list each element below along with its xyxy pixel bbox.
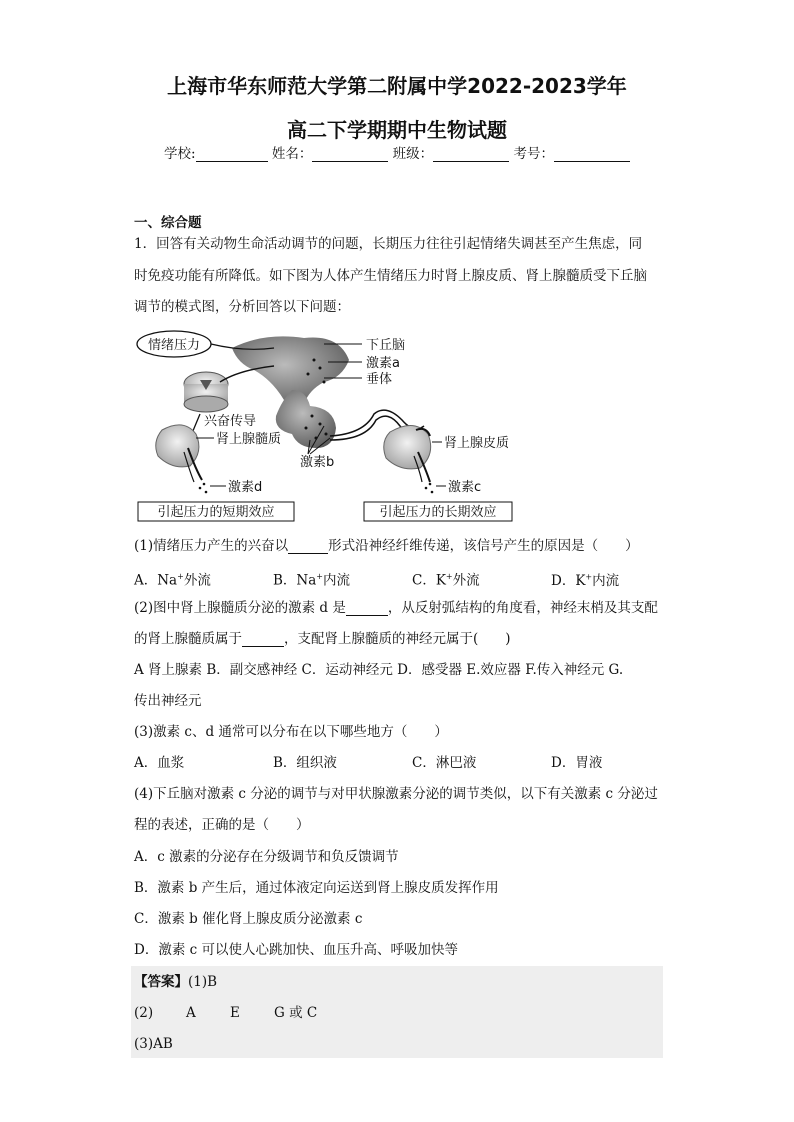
option-a: A．Na+外流 <box>134 572 211 589</box>
sub-question-1: (1)情绪压力产生的兴奋以 形式沿神经纤维传递，该信号产生的原因是（ ） <box>134 538 639 554</box>
page-subtitle: 高二下学期期中生物试题 <box>287 118 507 142</box>
section-title: 一、综合题 <box>134 215 202 231</box>
answer-line-3: (3)AB <box>134 1036 173 1052</box>
option-list <box>134 755 602 771</box>
option-list: A 肾上腺素 B．副交感神经 C．运动神经元 D．感受器 E.效应器 F.传入神经元 G. <box>134 662 624 678</box>
pituitary-gland <box>276 390 336 448</box>
hypothalamus-label: 下丘脑 <box>366 338 406 353</box>
option-c: C．激素 b 催化肾上腺皮质分泌激素 c <box>134 911 363 927</box>
sub-question-2-line2: 的肾上腺髓质属于 ，支配肾上腺髓质的神经元属于( ) <box>134 631 511 647</box>
option-d: D．K+内流 <box>551 572 620 589</box>
option-list <box>134 569 619 589</box>
option-list-cont: 传出神经元 <box>134 693 202 709</box>
short-effect-label: 引起压力的短期效应 <box>157 505 275 520</box>
cortex-label: 肾上腺皮质 <box>444 436 510 451</box>
pituitary-label: 垂体 <box>366 372 393 387</box>
answer-blank[interactable] <box>288 539 328 554</box>
answer-line-1: 【答案】(1)B <box>134 974 218 990</box>
page-title: 上海市华东师范大学第二附属中学2022-2023学年 <box>167 74 627 98</box>
id-label: 考号： <box>513 146 554 162</box>
answer-label: 【答案】 <box>134 974 188 990</box>
sub-question-4-line2: 程的表述，正确的是（ ） <box>134 817 310 833</box>
hormone-b-label: 激素b <box>300 455 335 470</box>
excitation-label: 兴奋传导 <box>204 414 257 429</box>
name-label: 姓名： <box>271 146 313 162</box>
option-a: A．血浆 <box>134 755 185 771</box>
class-label: 班级： <box>392 146 434 162</box>
option-d: D．激素 c 可以使人心跳加快、血压升高、呼吸加快等 <box>134 942 458 958</box>
answer-line-2: (2) A E G 或 C <box>134 1005 318 1021</box>
medulla-label: 肾上腺髓质 <box>216 432 282 447</box>
option-b: B．组织液 <box>273 755 337 771</box>
hormone-a-label: 激素a <box>366 356 400 371</box>
option-c: C．K+外流 <box>412 572 480 589</box>
sub-question-3: (3)激素 c、d 通常可以分布在以下哪些地方（ ） <box>134 724 448 740</box>
option-a: A．c 激素的分泌存在分级调节和负反馈调节 <box>134 849 399 865</box>
adrenal-cortex-gland <box>384 425 431 468</box>
hormone-c-label: 激素c <box>448 480 482 495</box>
option-b: B．Na+内流 <box>273 572 350 589</box>
stress-label: 情绪压力 <box>147 338 201 353</box>
name-blank[interactable] <box>312 147 388 162</box>
student-info-line <box>164 146 630 162</box>
option-b: B．激素 b 产生后，通过体液定向运送到肾上腺皮质发挥作用 <box>134 880 499 896</box>
hormone-d-label: 激素d <box>228 480 263 495</box>
id-blank[interactable] <box>554 147 630 162</box>
option-c: C．淋巴液 <box>412 755 477 771</box>
sub-question-2: (2)图中肾上腺髓质分泌的激素 d 是 ，从反射弧结构的角度看，神经末梢及其支配 <box>134 600 658 616</box>
school-label: 学校: <box>164 146 196 162</box>
answer-blank[interactable] <box>242 632 284 647</box>
question-stem-line: 1．回答有关动物生命活动调节的问题，长期压力往往引起情绪失调甚至产生焦虑，同 <box>134 236 643 252</box>
long-effect-label: 引起压力的长期效应 <box>379 505 497 520</box>
stress-regulation-diagram <box>134 330 524 524</box>
answer-blank[interactable] <box>346 601 388 616</box>
sub-question-4: (4)下丘脑对激素 c 分泌的调节与对甲状腺激素分泌的调节类似，以下有关激素 c 分泌过 <box>134 786 658 802</box>
question-stem-line: 时免疫功能有所降低。如下图为人体产生情绪压力时肾上腺皮质、肾上腺髓质受下丘脑 <box>134 268 647 284</box>
option-d: D．胃液 <box>551 755 603 771</box>
class-blank[interactable] <box>433 147 509 162</box>
school-blank[interactable] <box>196 147 268 162</box>
question-stem-line: 调节的模式图，分析回答以下问题： <box>134 299 350 315</box>
